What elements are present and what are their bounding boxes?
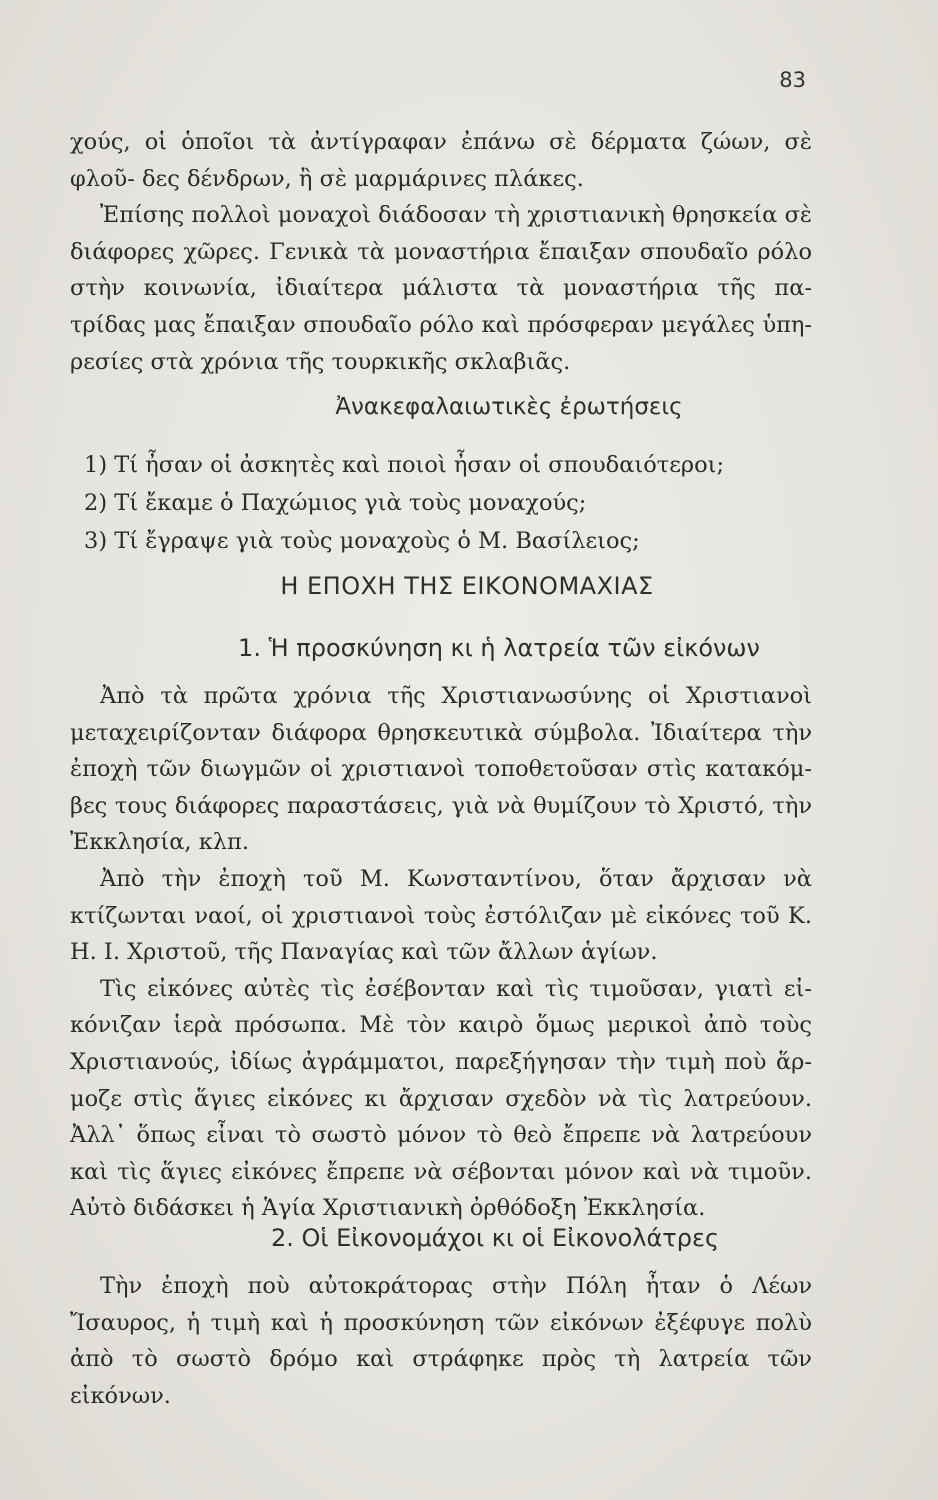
question-3: 3) Τί ἔγραψε γιὰ τοὺς μοναχοὺς ὁ Μ. Βασίλειος;: [84, 528, 640, 554]
question-1: 1) Τί ἦσαν οἱ ἀσκητὲς καὶ ποιοὶ ἦσαν οἱ σπουδαιότεροι;: [84, 452, 725, 478]
recap-questions-list: [84, 446, 804, 560]
question-2: 2) Τί ἔκαμε ὁ Παχώμιος γιὰ τοὺς μοναχούς;: [84, 490, 587, 516]
page-number: 83: [779, 68, 806, 92]
recap-heading: Ἀνακεφαλαιωτικὲς ἐρωτήσεις: [335, 394, 683, 420]
section-1-paragraph-2: Ἀπὸ τὴν ἐποχὴ τοῦ Μ. Κωνσταντίνου, ὅταν ἄρχισαν νὰ κτίζωνται ναοί, οἱ χριστιανοὶ τοὺς ἐστόλιζαν μὲ εἰκόνες τοῦ Κ. Η. Ι. Χριστοῦ, τῆς Παναγίας καὶ τῶν ἄλλων ἁγίων.: [70, 865, 812, 966]
section-2-text: [70, 1268, 812, 1414]
section-2-heading: 2. Οἱ Εἰκονομάχοι κι οἱ Εἰκονολάτρες: [270, 1224, 720, 1252]
section-1-paragraph-3: Τὶς εἰκόνες αὐτὲς τὶς ἐσέβονταν καὶ τὶς τιμοῦσαν, γιατὶ εἰ- κόνιζαν ἱερὰ πρόσωπα. Μὲ τὸν καιρὸ ὅμως μερικοὶ ἀπὸ τοὺς Χριστιανούς, ἰδίως ἀγράμματοι, παρεξήγησαν τὴν τιμὴ ποὺ ἅρ- μοζε στὶς ἅγιες εἰκόνες κι ἄρχισαν σχεδὸν νὰ τὶς λατρεύουν. Ἀλλ᾿ ὅπως εἶναι τὸ σωστὸ μόνον τὸ θεὸ ἔπρεπε νὰ λατρεύουν καὶ τὶς ἅγιες εἰκόνες ἔπρεπε νὰ σέβονται μόνον καὶ νὰ τιμοῦν. Αὐτὸ διδάσκει ἡ Ἁγία Χριστιανικὴ ὀρθόδοξη Ἐκκλησία.: [70, 975, 812, 1222]
section-2-paragraph-1: Τὴν ἐποχὴ ποὺ αὐτοκράτορας στὴν Πόλη ἦταν ὁ Λέων Ἴσαυρος, ἡ τιμὴ καὶ ἡ προσκύνηση τῶν εἰκόνων ἐξέφυγε πολὺ ἀπὸ τὸ σωστὸ δρόμο καὶ στράφηκε πρὸς τὴ λατρεία τῶν εἰκόνων.: [70, 1273, 812, 1409]
section-1-text: [70, 678, 812, 1227]
intro-paragraph-1: χούς, οἱ ὁποῖοι τὰ ἀντίγραφαν ἐπάνω σὲ δέρματα ζώων, σὲ φλοῦ- δες δένδρων, ἢ σὲ μαρμάρινες πλάκες.: [70, 129, 812, 192]
section-1-paragraph-1: Ἀπὸ τὰ πρῶτα χρόνια τῆς Χριστιανωσύνης οἱ Χριστιανοὶ μεταχειρίζονταν διάφορα θρησκευτικὰ σύμβολα. Ἰδιαίτερα τὴν ἐποχὴ τῶν διωγμῶν οἱ χριστιανοὶ τοποθετοῦσαν στὶς κατακόμ- βες τους διάφορες παραστάσεις, γιὰ νὰ θυμίζουν τὸ Χριστό, τὴν Ἐκκλησία, κλπ.: [70, 683, 812, 856]
intro-text: [70, 124, 812, 380]
intro-paragraph-2: Ἐπίσης πολλοὶ μοναχοὶ διάδοσαν τὴ χριστιανικὴ θρησκεία σὲ διάφορες χῶρες. Γενικὰ τὰ μοναστήρια ἔπαιξαν σπουδαῖο ρόλο στὴν κοινωνία, ἰδιαίτερα μάλιστα τὰ μοναστήρια τῆς πα- τρίδας μας ἔπαιξαν σπουδαῖο ρόλο καὶ πρόσφεραν μεγάλες ὑπη- ρεσίες στὰ χρόνια τῆς τουρκικῆς σκλαβιᾶς.: [70, 202, 812, 375]
section-1-heading: 1. Ἡ προσκύνηση κι ἡ λατρεία τῶν εἰκόνων: [238, 634, 760, 662]
chapter-title: Η ΕΠΟΧΗ ΤΗΣ ΕΙΚΟΝΟΜΑΧΙΑΣ: [280, 572, 654, 600]
